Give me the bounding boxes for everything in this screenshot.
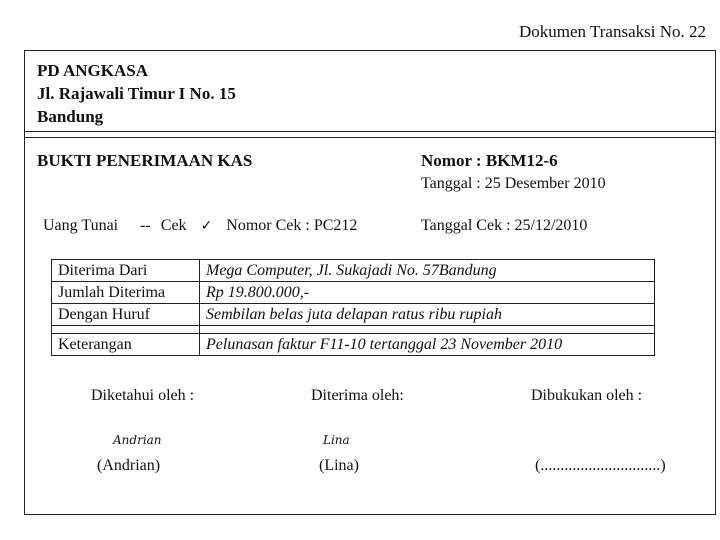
receipt-details-table: [51, 259, 655, 356]
signature-role: Diketahui oleh :: [91, 387, 195, 404]
receipt-title: BUKTI PENERIMAAN KAS: [37, 151, 253, 170]
receipt-frame: [24, 50, 716, 515]
signature-role: Diterima oleh:: [311, 387, 404, 404]
gap-cell: [52, 326, 200, 334]
detail-value: Mega Computer, Jl. Sukajadi No. 57Bandung: [200, 260, 655, 282]
detail-label: Diterima Dari: [52, 260, 200, 282]
payment-method-line: [43, 217, 357, 235]
divider-line: [25, 137, 715, 138]
company-name: PD ANGKASA: [37, 61, 148, 80]
document-number: Dokumen Transaksi No. 22: [518, 22, 706, 41]
company-header: [37, 59, 236, 128]
signatory-name: (Andrian): [97, 457, 161, 474]
company-address: Jl. Rajawali Timur I No. 15: [37, 84, 236, 103]
checkmark-icon: ✓: [200, 218, 213, 234]
detail-label: Keterangan: [52, 334, 200, 356]
company-city: Bandung: [37, 107, 104, 126]
signature-block-acknowledged: [91, 387, 195, 474]
detail-value: Sembilan belas juta delapan ratus ribu rupiah: [200, 304, 655, 326]
signature-block-received: [311, 387, 404, 474]
signatory-name: (..............................): [535, 457, 666, 474]
signature-block-booked: [531, 387, 666, 474]
signatory-name: (Lina): [319, 457, 359, 474]
detail-value: Rp 19.800.000,-: [200, 282, 655, 304]
detail-label: Jumlah Diterima: [52, 282, 200, 304]
detail-label: Dengan Huruf: [52, 304, 200, 326]
receipt-number: Nomor : BKM12-6: [421, 151, 558, 170]
signature-role: Dibukukan oleh :: [531, 387, 643, 404]
check-date: Tanggal Cek : 25/12/2010: [421, 217, 588, 234]
table-gap-row: [52, 326, 655, 334]
table-row: [52, 304, 655, 326]
gap-cell: [200, 326, 655, 334]
handwritten-signature: Andrian: [113, 433, 162, 447]
detail-value: Pelunasan faktur F11-10 tertanggal 23 November 2010: [200, 334, 655, 356]
check-number: Nomor Cek : PC212: [226, 217, 358, 234]
cash-dash: --: [140, 217, 151, 234]
divider-line: [25, 131, 715, 132]
cash-option: Uang Tunai: [43, 217, 119, 234]
receipt-date: Tanggal : 25 Desember 2010: [421, 175, 606, 192]
table-row: [52, 260, 655, 282]
handwritten-signature: Lina: [323, 433, 350, 447]
table-row: [52, 282, 655, 304]
check-option: Cek: [160, 217, 187, 234]
table-row: [52, 334, 655, 356]
